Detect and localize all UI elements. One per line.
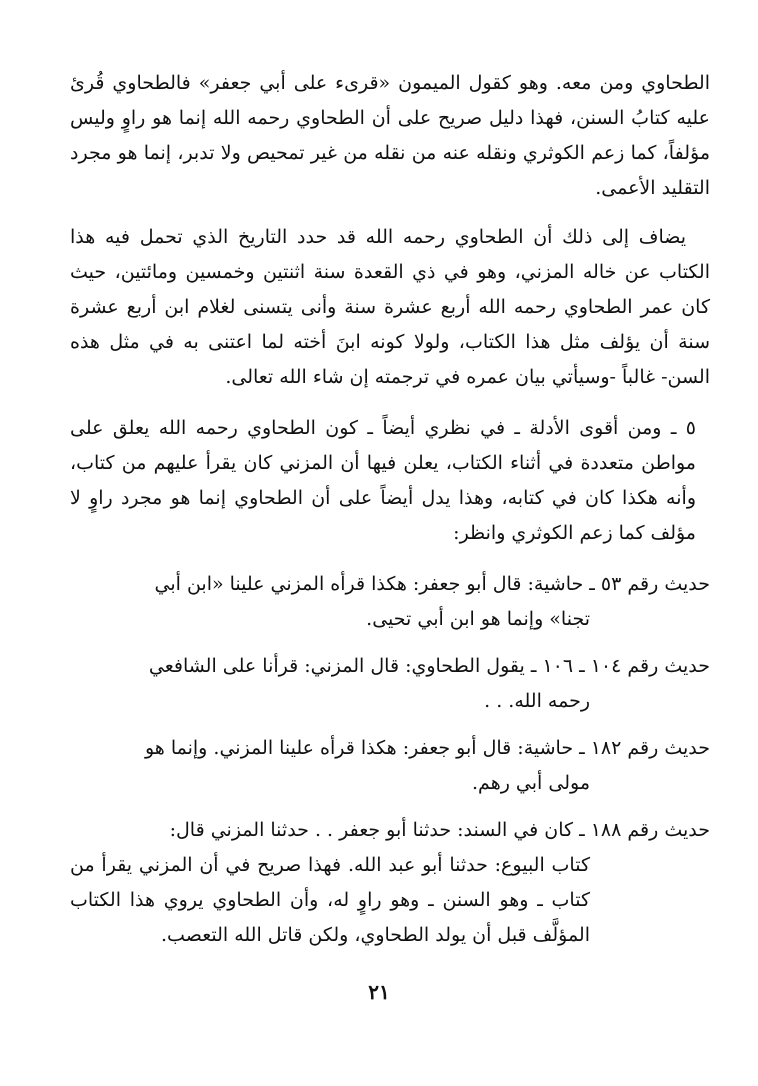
hadith-reference-104-106: [70, 649, 710, 719]
hadith-reference-continuation: تجنا» وإنما هو ابن أبي تحيى.: [366, 608, 590, 630]
hadith-reference-53: [70, 567, 710, 637]
hadith-reference-head: حديث رقم ٥٣ ـ حاشية: قال أبو جعفر: هكذا قرأه المزني علينا «ابن أبي: [154, 573, 710, 595]
paragraph-2: يضاف إلى ذلك أن الطحاوي رحمه الله قد حدد التاريخ الذي تحمل فيه هذا الكتاب عن خاله المزني، وهو في ذي القعدة سنة اثنتين وخمسين ومائتين، حيث كان عمر الطحاوي رحمه الله أربع عشرة سنة وأنى يتسنى لغلام ابن أربع عشرة سنة أن يؤلف مثل هذا الكتاب، ولولا كونه ابنَ أخته لما اعتنى به في مثل هذه السن- غالباً -وسيأتي بيان عمره في ترجمته إن شاء الله تعالى.: [70, 226, 710, 388]
hadith-reference-head: حديث رقم ١٨٨ ـ كان في السند: حدثنا أبو جعفر . . حدثنا المزني قال:: [169, 819, 710, 841]
hadith-reference-188: [70, 813, 710, 953]
hadith-reference-continuation: رحمه الله. . .: [484, 690, 590, 712]
hadith-reference-head: حديث رقم ١٠٤ ـ ١٠٦ ـ يقول الطحاوي: قال المزني: قرأنا على الشافعي: [148, 655, 710, 677]
page-number: ٢١: [368, 980, 390, 1004]
paragraph-1: الطحاوي ومن معه. وهو كقول الميمون «قرىء على أبي جعفر» فالطحاوي قُرئ عليه كتابُ السنن، فهذا دليل صريح على أن الطحاوي رحمه الله إنما هو راوٍ وليس مؤلفاً، كما زعم الكوثري ونقله عنه من نقله من غير تمحيص ولا تدبر، إنما هو مجرد التقليد الأعمى.: [70, 72, 710, 199]
paragraph-point-5: ٥ ـ ومن أقوى الأدلة ـ في نظري أيضاً ـ كون الطحاوي رحمه الله يعلق على مواطن متعددة في أثناء الكتاب، يعلن فيها أن المزني كان يقرأ عليهم من كتاب، وأنه هكذا كان في كتابه، وهذا يدل أيضاً على أن الطحاوي إنما هو مجرد راوٍ لا مؤلف كما زعم الكوثري وانظر:: [70, 417, 696, 544]
hadith-reference-continuation: مولى أبي رهم.: [472, 772, 590, 794]
hadith-reference-head: حديث رقم ١٨٢ ـ حاشية: قال أبو جعفر: هكذا قرأه علينا المزني. وإنما هو: [144, 737, 710, 759]
hadith-reference-continuation: كتاب البيوع: حدثنا أبو عبد الله. فهذا صريح في أن المزني يقرأ من كتاب ـ وهو السنن ـ وهو راوٍ له، وأن الطحاوي يروي هذا الكتاب المؤلَّف قبل أن يولد الطحاوي، ولكن قاتل الله التعصب.: [70, 854, 590, 946]
page-body: [70, 66, 710, 965]
hadith-reference-182: [70, 731, 710, 801]
